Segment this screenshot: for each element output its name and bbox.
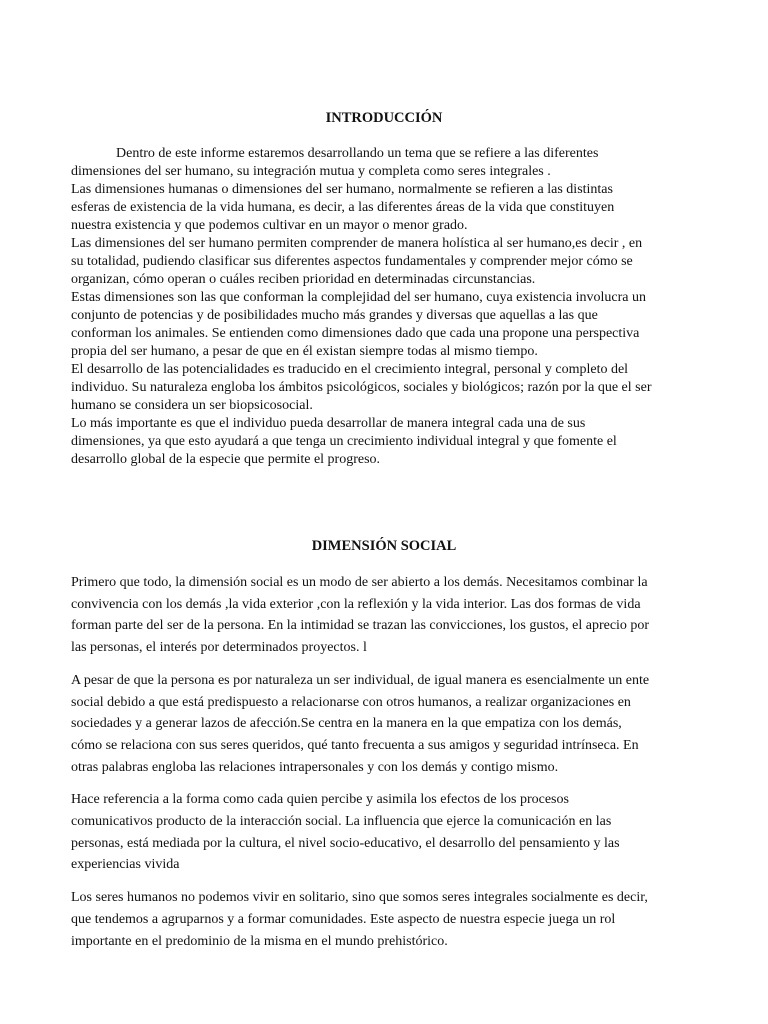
text-line: personas, está mediada por la cultura, el nivel socio-educativo, el desarrollo del pensamiento y las: [71, 835, 620, 851]
text-line: cómo se relaciona con sus seres queridos, qué tanto frecuenta a sus amigos y seguridad intrínseca. En: [71, 737, 639, 753]
text-line: experiencias vivida: [71, 857, 180, 873]
dimension-social-paragraph: [71, 572, 703, 659]
dimension-social-body: [71, 572, 703, 963]
text-line: Estas dimensiones son las que conforman la complejidad del ser humano, cuya existencia involucra un: [71, 290, 647, 305]
text-line: dimensiones, ya que esto ayudará a que tenga un crecimiento individual integral y que fomente el: [71, 434, 617, 449]
introduccion-body: [71, 145, 703, 469]
text-line: esferas de existencia de la vida humana, es decir, a las diferentes áreas de la vida que constituyen: [71, 200, 615, 215]
text-line: Lo más importante es que el individuo pueda desarrollar de manera integral cada una de sus: [71, 416, 586, 431]
text-line: Hace referencia a la forma como cada quien percibe y asimila los efectos de los procesos: [71, 792, 569, 808]
introduccion-title: INTRODUCCIÓN: [325, 110, 443, 126]
text-line: comunicativos producto de la interacción social. La influencia que ejerce la comunicación en las: [71, 814, 612, 830]
text-line: A pesar de que la persona es por naturaleza un ser individual, de igual manera es esencialmente un ente: [71, 672, 650, 688]
text-line: Los seres humanos no podemos vivir en solitario, sino que somos seres integrales socialmente es decir,: [71, 890, 648, 906]
text-line: El desarrollo de las potencialidades es traducido en el crecimiento integral, personal y completo del: [71, 362, 629, 377]
introduccion-paragraph: [71, 181, 703, 235]
introduccion-paragraph: [71, 361, 703, 415]
text-line: Primero que todo, la dimensión social es un modo de ser abierto a los demás. Necesitamos combinar la: [71, 575, 648, 590]
dimension-social-paragraph: [71, 670, 703, 779]
text-line: propia del ser humano, a pesar de que en él existan siempre todas al mismo tiempo.: [71, 344, 538, 359]
text-line: convivencia con los demás ,la vida exterior ,con la reflexión y la vida interior. Las dos formas de vida: [71, 596, 641, 612]
text-line: Dentro de este informe estaremos desarrollando un tema que se refiere a las diferentes: [116, 146, 599, 161]
text-line: las personas, el interés por determinados proyectos. l: [71, 640, 367, 656]
dimension-social-title: DIMENSIÓN SOCIAL: [311, 538, 457, 554]
text-line: social debido a que está predispuesto a relacionarse con otros humanos, a realizar organizaciones en: [71, 694, 631, 710]
dimension-social-paragraph: [71, 789, 703, 876]
text-line: dimensiones del ser humano, su integración mutua y completa como seres integrales .: [71, 164, 551, 179]
text-line: conforman los animales. Se entienden como dimensiones dado que cada una propone una perspectiva: [71, 326, 640, 341]
text-line: nuestra existencia y que podemos cultivar en un mayor o menor grado.: [71, 218, 468, 233]
introduccion-paragraph: [71, 235, 703, 289]
text-line: conjunto de potencias y de posibilidades mucho más grandes y diversas que aquellas a las que: [71, 308, 598, 323]
introduccion-paragraph: [71, 415, 703, 469]
text-line: organizan, cómo operan o cuáles reciben prioridad en determinadas circunstancias.: [71, 272, 536, 287]
text-line: Las dimensiones del ser humano permiten comprender de manera holística al ser humano,es decir , en: [71, 236, 643, 251]
introduccion-paragraph: [71, 289, 703, 361]
text-line: sociedades y a generar lazos de afección.Se centra en la manera en la que empatiza con los demás,: [71, 716, 622, 732]
dimension-social-paragraph: [71, 887, 703, 952]
text-line: importante en el predominio de la misma en el mundo prehistórico.: [71, 933, 448, 949]
text-line: Las dimensiones humanas o dimensiones del ser humano, normalmente se refieren a las distintas: [71, 182, 613, 197]
text-line: su totalidad, pudiendo clasificar sus diferentes aspectos fundamentales y comprender mejor cómo se: [71, 254, 633, 269]
text-line: humano se considera un ser biopsicosocial.: [71, 398, 313, 413]
text-line: desarrollo global de la especie que permite el progreso.: [71, 452, 381, 467]
introduccion-paragraph: [71, 145, 703, 181]
text-line: individuo. Su naturaleza engloba los ámbitos psicológicos, sociales y biológicos; razón por la que el ser: [71, 380, 652, 395]
text-line: otras palabras engloba las relaciones intrapersonales y con los demás y contigo mismo.: [71, 759, 559, 775]
text-line: forman parte del ser de la persona. En la intimidad se trazan las convicciones, los gustos, el aprecio por: [71, 618, 650, 634]
text-line: que tendemos a agruparnos y a formar comunidades. Este aspecto de nuestra especie juega un rol: [71, 911, 616, 927]
